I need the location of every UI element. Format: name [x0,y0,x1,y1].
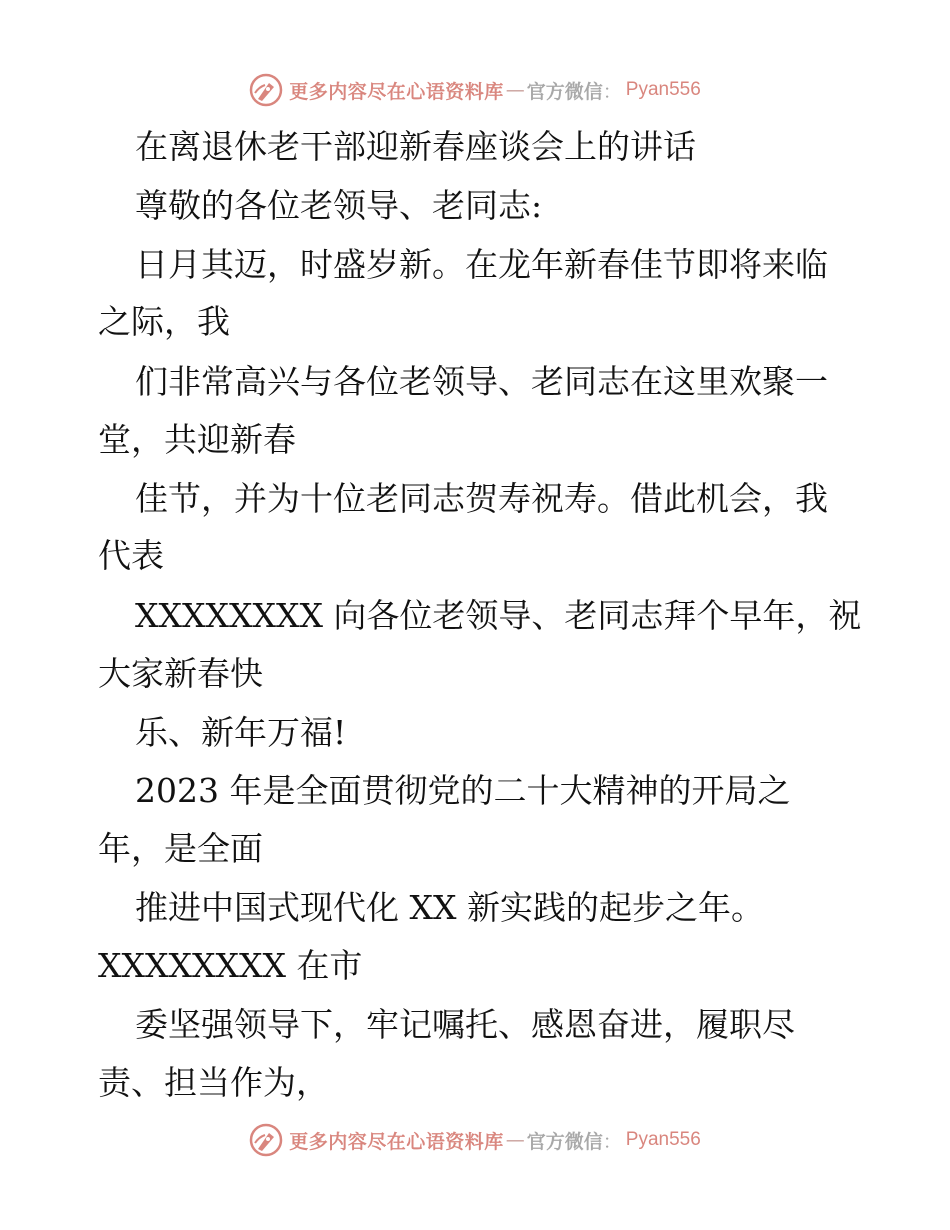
body-line: 之际，我 [98,302,230,341]
body-line: 乐、新年万福! [135,713,347,752]
header-colon: ： [602,80,622,103]
wechat-label: 官方微信 [526,80,603,103]
pen-nib-logo-icon [249,73,283,107]
body-line: 2023 年是全面贯彻党的二十大精神的开局之 [135,771,791,810]
wechat-id: Pyan556 [625,1129,701,1150]
pen-nib-logo-icon [249,1123,283,1157]
body-line: 责、担当作为， [98,1063,329,1102]
site-text: 更多内容尽在心语资料库 [289,80,504,103]
body-line: 尊敬的各位老领导、老同志: [135,186,543,225]
body-line: 代表 [98,536,164,575]
wechat-label: 官方微信 [526,1130,603,1153]
watermark-footer [0,1120,950,1160]
body-line: XXXXXXXX 在市 [98,946,363,985]
header-colon: ： [602,1130,622,1153]
body-line: 堂，共迎新春 [98,420,296,459]
body-line: 佳节，并为十位老同志贺寿祝寿。借此机会，我 [135,479,828,518]
body-line: 年，是全面 [98,829,263,868]
header-dash: — [505,1129,525,1151]
header-dash: — [505,79,525,101]
body-line: 委坚强领导下，牢记嘱托、感恩奋进，履职尽 [135,1005,795,1044]
document-title: 在离退休老干部迎新春座谈会上的讲话 [135,127,696,166]
body-line: 日月其迈，时盛岁新。在龙年新春佳节即将来临 [135,245,828,284]
site-text: 更多内容尽在心语资料库 [289,1130,504,1153]
watermark-header [0,70,950,110]
body-line: XXXXXXXX 向各位老领导、老同志拜个早年，祝 [135,596,862,635]
body-line: 大家新春快 [98,654,263,693]
body-line: 推进中国式现代化 XX 新实践的起步之年。 [135,888,764,927]
wechat-id: Pyan556 [625,79,701,100]
body-line: 们非常高兴与各位老领导、老同志在这里欢聚一 [135,362,828,401]
